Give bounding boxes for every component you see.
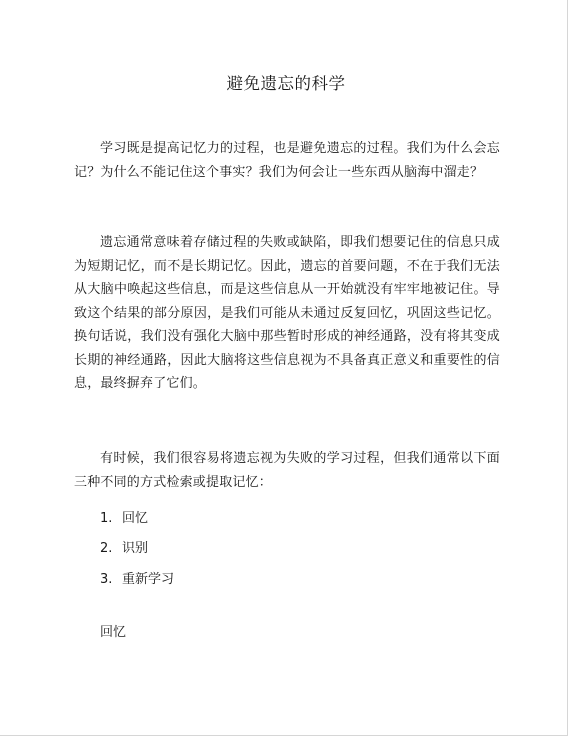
list-item-number: 3. [100, 572, 113, 587]
list-item-label: 识别 [122, 541, 149, 556]
paragraph-forgetting: 遗忘通常意味着存储过程的失败或缺陷，即我们想要记住的信息只成为短期记忆，而不是长期记忆。因此，遗忘的首要问题，不在于我们无法从大脑中唤起这些信息，而是这些信息从一开始就没有牢牢地被记住。导致这个结果的部分原因，是我们可能从未通过反复回忆，巩固这些记忆。换句话说，我们没有强化大脑中那些暂时形成的神经通路，没有将其变成长期的神经通路，因此大脑将这些信息视为不具备真正意义和重要性的信息，最终摒弃了它们。 [74, 235, 500, 391]
paragraph-intro: 学习既是提高记忆力的过程，也是避免遗忘的过程。我们为什么会忘记？为什么不能记住这个事实？我们为何会让一些东西从脑海中溜走？ [74, 141, 500, 180]
paragraph-retrieval: 有时候，我们很容易将遗忘视为失败的学习过程，但我们通常以下面三种不同的方式检索或提取记忆： [74, 451, 500, 490]
section-subheading: 回忆 [100, 625, 127, 640]
list-item [100, 509, 148, 529]
list-item-label: 重新学习 [122, 572, 175, 587]
list-item-number: 1. [100, 511, 113, 526]
list-item-label: 回忆 [122, 511, 149, 526]
list-item [100, 539, 148, 559]
list-item-number: 2. [100, 541, 113, 556]
list-item [100, 570, 174, 590]
document-title: 避免遗忘的科学 [226, 74, 346, 93]
